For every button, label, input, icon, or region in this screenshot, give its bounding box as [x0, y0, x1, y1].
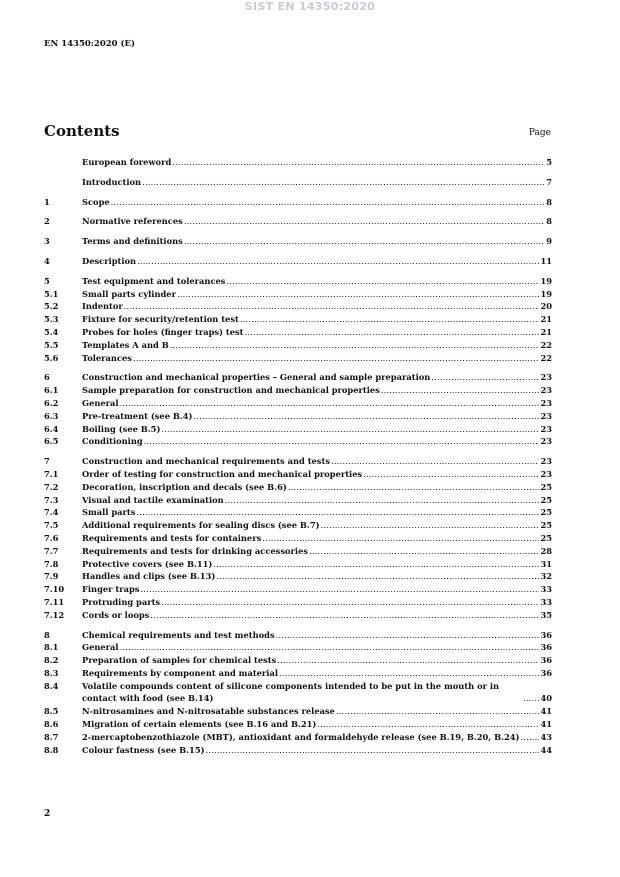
toc-leader-dots	[193, 410, 539, 423]
toc-entry-number: 4	[44, 255, 50, 266]
toc-entry[interactable]	[44, 371, 552, 384]
toc-leader-dots	[172, 156, 545, 169]
toc-entry[interactable]	[44, 667, 552, 680]
toc-entry-number: 5	[44, 275, 50, 286]
toc-entry-title: Small parts cylinder	[82, 288, 176, 299]
toc-leader-dots	[276, 629, 540, 642]
toc-entry-title: Templates A and B	[82, 339, 169, 350]
toc-entry-page: 36	[540, 642, 552, 653]
toc-entry-number: 8.5	[44, 706, 59, 717]
toc-leader-dots	[206, 744, 540, 757]
toc-entry-title: Requirements and tests for containers	[82, 532, 262, 543]
toc-entry[interactable]	[44, 654, 552, 667]
toc-entry[interactable]	[44, 570, 552, 583]
toc-entry-number: 7.1	[44, 468, 59, 479]
toc-entry-page: 25	[540, 507, 552, 518]
toc-entry-number: 7.3	[44, 494, 59, 505]
toc-entry-page: 44	[540, 744, 552, 755]
toc-entry-number: 6.4	[44, 423, 59, 434]
toc-entry-page: 25	[540, 532, 552, 543]
toc-entry[interactable]	[44, 300, 552, 313]
toc-leader-dots	[184, 215, 545, 228]
toc-leader-dots	[177, 288, 540, 301]
toc-entry[interactable]	[44, 532, 552, 545]
toc-entry-page: 23	[540, 410, 552, 421]
toc-entry[interactable]	[44, 718, 552, 731]
toc-leader-dots	[288, 481, 540, 494]
toc-leader-dots	[170, 339, 540, 352]
toc-entry-page: 36	[540, 655, 552, 666]
toc-entry-number: 8.6	[44, 719, 59, 730]
toc-entry-title: N-nitrosamines and N-nitrosatable substances release	[82, 706, 335, 717]
toc-entry-page: 41	[540, 719, 552, 730]
toc-entry-number: 5.1	[44, 288, 59, 299]
toc-entry[interactable]	[44, 235, 552, 248]
toc-leader-dots	[142, 176, 545, 189]
toc-entry-title: Requirements and tests for drinking accessories	[82, 545, 309, 556]
document-id: EN 14350:2020 (E)	[44, 39, 136, 49]
toc-entry-page: 31	[540, 558, 552, 569]
toc-leader-dots	[150, 609, 539, 622]
toc-entry-number: 8	[44, 629, 50, 640]
toc-leader-dots	[213, 558, 539, 571]
toc-entry-number: 2	[44, 216, 50, 227]
toc-leader-dots	[321, 519, 540, 532]
toc-entry-title: Decoration, inscription and decals (see B.6)	[82, 481, 287, 492]
toc-leader-dots	[120, 641, 540, 654]
toc-entry-number: 8.8	[44, 744, 59, 755]
toc-entry-page: 35	[540, 609, 552, 620]
toc-leader-dots	[144, 435, 540, 448]
toc-entry-title: Preparation of samples for chemical tests	[82, 655, 277, 666]
toc-leader-dots	[226, 275, 539, 288]
toc-leader-dots	[520, 731, 539, 744]
toc-entry-number: 8.3	[44, 667, 59, 678]
toc-entry-title: Visual and tactile examination	[82, 494, 224, 505]
toc-entry-page: 23	[540, 468, 552, 479]
toc-entry-number: 6.2	[44, 397, 59, 408]
toc-entry[interactable]	[44, 609, 552, 622]
toc-entry-title: Pre-treatment (see B.4)	[82, 410, 193, 421]
toc-entry-number: 7.10	[44, 584, 65, 595]
toc-entry-number: 5.6	[44, 352, 59, 363]
toc-leader-dots	[225, 494, 540, 507]
toc-leader-dots	[277, 654, 539, 667]
toc-entry-page: 9	[546, 236, 552, 247]
toc-entry[interactable]	[44, 680, 552, 706]
toc-entry[interactable]	[44, 397, 552, 410]
toc-entry-number: 8.1	[44, 642, 59, 653]
toc-entry-title: Introduction	[82, 176, 142, 187]
toc-entry-page: 23	[540, 456, 552, 467]
toc-leader-dots	[120, 397, 540, 410]
toc-entry-page: 25	[540, 481, 552, 492]
toc-entry-title: Protruding parts	[82, 596, 161, 607]
toc-entry[interactable]	[44, 641, 552, 654]
toc-entry-page: 8	[546, 216, 552, 227]
toc-entry-page: 28	[540, 545, 552, 556]
table-of-contents	[44, 156, 552, 756]
toc-leader-dots	[133, 352, 539, 365]
toc-entry-number: 6.1	[44, 385, 59, 396]
toc-entry-number: 5.5	[44, 339, 59, 350]
toc-entry-title: Cords or loops	[82, 609, 150, 620]
footer-page-number: 2	[44, 809, 51, 819]
toc-entry-title: Small parts	[82, 507, 136, 518]
toc-entry-title: Construction and mechanical properties – General and sample preparation	[82, 372, 431, 383]
toc-entry[interactable]	[44, 196, 552, 209]
toc-entry-title: General	[82, 642, 119, 653]
toc-entry-title: Protective covers (see B.11)	[82, 558, 213, 569]
toc-entry-title: Indentor	[82, 301, 123, 312]
toc-leader-dots	[184, 235, 545, 248]
toc-leader-dots	[136, 506, 539, 519]
toc-entry[interactable]	[44, 596, 552, 609]
toc-entry-title: Volatile compounds content of silicone components intended to be put in the mouth or in contact with food (see B.14)	[82, 680, 500, 704]
toc-entry-number: 6	[44, 372, 50, 383]
toc-leader-dots	[336, 705, 540, 718]
toc-entry-title: Order of testing for construction and mechanical properties	[82, 468, 363, 479]
toc-entry-page: 21	[540, 326, 552, 337]
toc-leader-dots	[140, 583, 539, 596]
toc-entry-number: 7.4	[44, 507, 59, 518]
toc-entry-number: 6.3	[44, 410, 59, 421]
toc-entry-page: 25	[540, 494, 552, 505]
toc-entry-page: 23	[540, 397, 552, 408]
toc-entry[interactable]	[44, 545, 552, 558]
toc-entry-number: 3	[44, 236, 50, 247]
toc-entry-number: 5.2	[44, 301, 59, 312]
page-column-label: Page	[528, 128, 551, 138]
toc-entry-page: 22	[540, 352, 552, 363]
toc-leader-dots	[111, 196, 546, 209]
toc-entry-title: Migration of certain elements (see B.16 and B.21)	[82, 719, 317, 730]
toc-entry-title: Requirements by component and material	[82, 667, 278, 678]
toc-entry[interactable]	[44, 494, 552, 507]
toc-entry-number: 7.11	[44, 596, 65, 607]
toc-entry-number: 7.12	[44, 609, 65, 620]
toc-entry-page: 7	[546, 176, 552, 187]
toc-entry-number: 6.5	[44, 436, 59, 447]
toc-entry[interactable]	[44, 468, 552, 481]
toc-entry[interactable]	[44, 352, 552, 365]
toc-entry-page: 33	[540, 584, 552, 595]
toc-entry-page: 43	[540, 731, 552, 742]
toc-entry-title: Construction and mechanical requirements and tests	[82, 456, 330, 467]
toc-entry-page: 40	[540, 693, 552, 704]
toc-entry-title: Fixture for security/retention test	[82, 314, 239, 325]
toc-leader-dots	[523, 692, 539, 705]
toc-entry[interactable]	[44, 731, 552, 744]
toc-entry-title: Scope	[82, 196, 110, 207]
toc-leader-dots	[161, 596, 539, 609]
toc-entry-title: General	[82, 397, 119, 408]
toc-entry-title: Handles and clips (see B.13)	[82, 571, 216, 582]
toc-entry[interactable]	[44, 176, 552, 189]
toc-entry-page: 20	[540, 301, 552, 312]
toc-leader-dots	[161, 423, 539, 436]
toc-entry-page: 11	[540, 255, 552, 266]
watermark: SIST EN 14350:2020	[244, 0, 376, 13]
toc-entry-page: 36	[540, 629, 552, 640]
toc-entry-title: Additional requirements for sealing discs (see B.7)	[82, 520, 320, 531]
toc-entry-title: Tolerances	[82, 352, 132, 363]
toc-entry-page: 23	[540, 385, 552, 396]
toc-entry[interactable]	[44, 744, 552, 757]
toc-entry[interactable]	[44, 339, 552, 352]
toc-entry-page: 33	[540, 596, 552, 607]
toc-entry[interactable]	[44, 583, 552, 596]
toc-entry[interactable]	[44, 384, 552, 397]
toc-leader-dots	[431, 371, 539, 384]
toc-entry-number: 7.7	[44, 545, 59, 556]
toc-leader-dots	[363, 468, 539, 481]
toc-entry-page: 23	[540, 436, 552, 447]
toc-entry-page: 32	[540, 571, 552, 582]
toc-leader-dots	[137, 255, 539, 268]
toc-entry-title: Test equipment and tolerances	[82, 275, 226, 286]
toc-entry-title: Boiling (see B.5)	[82, 423, 161, 434]
toc-leader-dots	[262, 532, 539, 545]
toc-entry[interactable]	[44, 481, 552, 494]
toc-leader-dots	[317, 718, 539, 731]
toc-leader-dots	[240, 313, 540, 326]
toc-entry[interactable]	[44, 629, 552, 642]
toc-entry-title: Sample preparation for construction and mechanical properties	[82, 385, 380, 396]
toc-entry[interactable]	[44, 255, 552, 268]
toc-entry-page: 36	[540, 667, 552, 678]
toc-entry-number: 8.2	[44, 655, 59, 666]
toc-leader-dots	[216, 570, 539, 583]
toc-entry[interactable]	[44, 275, 552, 288]
toc-entry[interactable]	[44, 558, 552, 571]
toc-entry-title: Chemical requirements and test methods	[82, 629, 275, 640]
toc-entry[interactable]	[44, 288, 552, 301]
toc-entry-title: Conditioning	[82, 436, 143, 447]
toc-entry-page: 19	[540, 288, 552, 299]
page-title: Contents	[44, 122, 120, 140]
toc-entry[interactable]	[44, 215, 552, 228]
toc-entry-title: Finger traps	[82, 584, 140, 595]
toc-entry-title: Colour fastness (see B.15)	[82, 744, 205, 755]
toc-entry-title: European foreword	[82, 157, 172, 167]
toc-entry[interactable]	[44, 423, 552, 436]
toc-entry[interactable]	[44, 519, 552, 532]
toc-entry-page: 23	[540, 372, 552, 383]
toc-entry-page: 5	[546, 157, 552, 167]
toc-entry-page: 22	[540, 339, 552, 350]
toc-entry-number: 5.4	[44, 326, 59, 337]
toc-entry-page: 8	[546, 196, 552, 207]
toc-entry-page: 25	[540, 520, 552, 531]
toc-entry[interactable]	[44, 506, 552, 519]
toc-leader-dots	[279, 667, 539, 680]
toc-entry[interactable]	[44, 410, 552, 423]
toc-leader-dots	[331, 455, 539, 468]
toc-entry-title: Normative references	[82, 216, 183, 227]
toc-entry[interactable]	[44, 435, 552, 448]
toc-entry-number: 5.3	[44, 314, 59, 325]
toc-entry-number: 1	[44, 196, 50, 207]
toc-entry-page: 41	[540, 706, 552, 717]
toc-entry-number: 7.6	[44, 532, 59, 543]
toc-entry-number: 8.7	[44, 731, 59, 742]
toc-entry-number: 8.4	[44, 680, 59, 691]
toc-entry[interactable]	[44, 326, 552, 339]
toc-entry[interactable]	[44, 156, 552, 169]
toc-leader-dots	[245, 326, 540, 339]
toc-entry-page: 23	[540, 423, 552, 434]
toc-entry[interactable]	[44, 705, 552, 718]
toc-entry-number: 7	[44, 456, 50, 467]
toc-entry-number: 7.5	[44, 520, 59, 531]
toc-entry-number: 7.9	[44, 571, 59, 582]
toc-leader-dots	[381, 384, 540, 397]
toc-entry-title: Probes for holes (finger traps) test	[82, 326, 244, 337]
toc-entry[interactable]	[44, 455, 552, 468]
toc-entry-number: 7.2	[44, 481, 59, 492]
toc-entry-page: 21	[540, 314, 552, 325]
toc-entry-title: 2-mercaptobenzothiazole (MBT), antioxidant and formaldehyde release (see B.19, B.20, B.24)	[82, 731, 520, 742]
toc-leader-dots	[124, 300, 540, 313]
toc-leader-dots	[309, 545, 539, 558]
toc-entry-title: Description	[82, 255, 137, 266]
toc-entry-page: 19	[540, 275, 552, 286]
toc-entry[interactable]	[44, 313, 552, 326]
toc-entry-number: 7.8	[44, 558, 59, 569]
toc-entry-title: Terms and definitions	[82, 236, 183, 247]
